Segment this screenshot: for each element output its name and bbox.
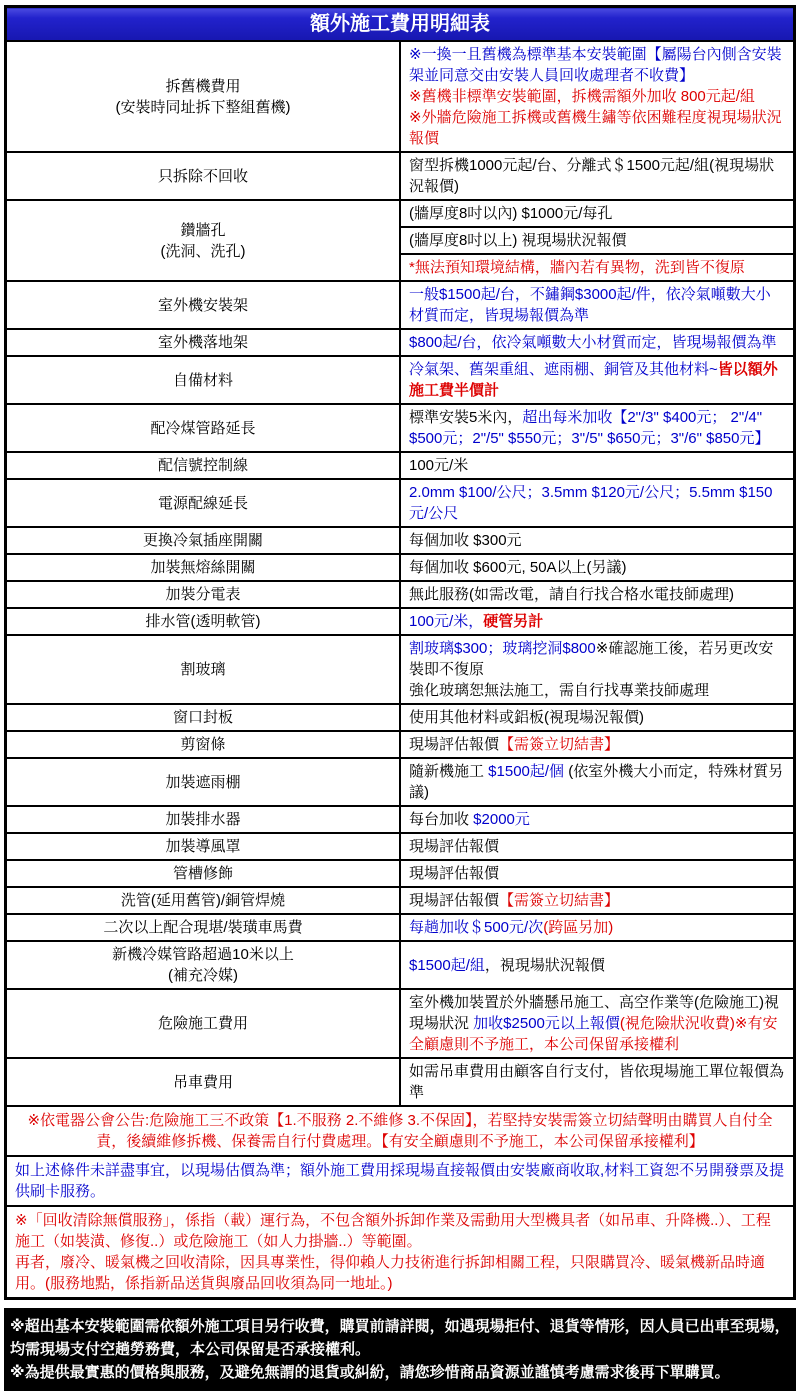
fee-item-label — [6, 452, 401, 479]
label-line: 加裝遮雨棚 — [165, 773, 241, 791]
text-segment: 窗型拆機1000元起/台、分離式＄1500元起/組(視現場狀況報價) — [409, 157, 775, 195]
text-segment: 隨新機施工 — [409, 763, 489, 780]
footer-warning — [4, 1308, 796, 1391]
text-segment: 100元/米 — [409, 457, 469, 474]
text-segment: (牆厚度8吋以內) $1000元/每孔 — [409, 205, 613, 222]
fee-item-label — [6, 635, 401, 704]
note-text — [6, 1156, 795, 1206]
content-line — [409, 680, 785, 701]
text-segment: $800起/台，依冷氣噸數大小材質而定，皆現場報價為準 — [409, 334, 777, 351]
fee-item-label — [6, 941, 401, 989]
text-segment: 皆以額外施工費半價計 — [409, 361, 778, 399]
text-segment: ※一換一且舊機為標準基本安裝範圍【屬陽台內側含安裝架並同意交由安裝人員回收處理者不收費】 — [409, 46, 782, 84]
table-row — [6, 833, 795, 860]
text-segment: 加收$2500元以上報價 — [473, 1015, 620, 1032]
content-line — [409, 482, 785, 524]
content-sub-cell — [401, 555, 793, 580]
label-line: 只拆除不回收 — [157, 167, 248, 185]
text-segment: 【需簽立切結書】 — [499, 892, 620, 909]
table-row — [6, 989, 795, 1058]
fee-item-label — [6, 914, 401, 941]
table-row — [6, 152, 795, 200]
table-row — [6, 200, 795, 281]
text-segment: 每個加收 $600元, 50A以上(另議) — [409, 559, 627, 576]
fee-item-label — [6, 989, 401, 1058]
content-sub-cell — [401, 226, 793, 253]
text-segment: 室外機加裝置於外牆懸吊施工、高空作業等(危險施工)視現場狀況 — [409, 994, 779, 1032]
fee-item-label — [6, 806, 401, 833]
label-line: 剪窗條 — [180, 736, 226, 753]
label-line: 二次以上配合現堪/裝璜車馬費 — [103, 919, 303, 936]
content-sub-cell — [401, 357, 793, 403]
fee-item-label — [6, 479, 401, 527]
label-line: 割玻璃 — [180, 661, 226, 678]
content-sub-cell — [401, 861, 793, 886]
content-line — [409, 203, 785, 224]
footer-line: ※為提供最實惠的價格與服務，及避免無謂的退貨或糾紛，請您珍惜商品資源並謹慎考慮需求後再下單購買。 — [10, 1364, 730, 1381]
text-segment: 冷氣架、舊架重組、遮雨棚、銅管及其他材料~ — [409, 361, 718, 378]
fee-item-content — [400, 581, 795, 608]
content-sub-cell — [401, 201, 793, 226]
table-row — [6, 806, 795, 833]
fee-item-content — [400, 941, 795, 989]
text-segment: 【需簽立切結書】 — [499, 736, 620, 753]
fee-item-label — [6, 704, 401, 731]
fee-item-content — [400, 329, 795, 356]
text-segment: $1500起/個 — [488, 763, 565, 780]
text-segment: $2000元 — [473, 811, 530, 828]
table-title-row — [6, 7, 795, 42]
fee-item-label — [6, 758, 401, 806]
content-line — [409, 107, 785, 149]
fee-item-content — [400, 356, 795, 404]
fee-item-content — [400, 860, 795, 887]
fee-table-body — [6, 41, 795, 1299]
note-text — [6, 1206, 795, 1299]
table-row — [6, 914, 795, 941]
content-sub-cell — [401, 705, 793, 730]
fee-item-label — [6, 329, 401, 356]
fee-item-label — [6, 281, 401, 329]
fee-item-content — [400, 914, 795, 941]
text-segment: 如需吊車費用由顧客自行支付，皆依現場施工單位報價為準 — [409, 1063, 785, 1101]
text-segment: 使用其他材料或鋁板(視現場況報價) — [409, 709, 644, 726]
content-sub-cell — [401, 609, 793, 634]
fee-item-content — [400, 731, 795, 758]
fee-item-label — [6, 731, 401, 758]
content-line — [409, 809, 785, 830]
content-line — [409, 917, 785, 938]
label-line: 加裝分電表 — [165, 586, 241, 603]
content-line — [409, 1061, 785, 1103]
text-segment: $1500起/組 — [409, 956, 485, 974]
label-line: 加裝排水器 — [165, 811, 241, 828]
text-segment: 割玻璃$300；玻璃挖洞$800 — [409, 640, 596, 657]
label-line: 更換冷氣插座開關 — [142, 532, 263, 549]
content-line — [409, 455, 785, 476]
fee-item-content — [400, 887, 795, 914]
text-segment: 每趟加收＄500元/次 — [409, 919, 544, 936]
content-line — [409, 86, 785, 107]
content-sub-cell — [401, 807, 793, 832]
content-sub-cell — [401, 834, 793, 859]
content-line — [409, 284, 785, 326]
text-segment: 現場評估報價 — [409, 892, 500, 909]
content-line — [409, 707, 785, 728]
text-segment: 無此服務(如需改電，請自行找合格水電技師處理) — [409, 586, 734, 603]
note-line: 再者，廢冷、暖氣機之回收清除，因具專業性，得仰賴人力技術進行拆卸相關工程，只限購買冷、暖氣機新品時適用。(服務地點，係指新品送貨與廢品回收須為同一地址。) — [15, 1254, 766, 1292]
table-row — [6, 404, 795, 452]
content-sub-cell — [401, 528, 793, 553]
content-line — [409, 407, 785, 449]
fee-item-label — [6, 887, 401, 914]
content-sub-cell — [401, 330, 793, 355]
fee-item-label — [6, 833, 401, 860]
fee-item-content — [400, 833, 795, 860]
fee-item-content — [400, 704, 795, 731]
table-row — [6, 1058, 795, 1106]
content-line — [409, 230, 785, 251]
fee-item-content — [400, 806, 795, 833]
content-sub-cell — [401, 915, 793, 940]
content-line — [409, 44, 785, 86]
page-title: 額外施工費用明細表 — [6, 7, 795, 42]
label-line: 新機冷媒管路超過10米以上 — [112, 946, 294, 963]
table-row — [6, 635, 795, 704]
table-row — [6, 581, 795, 608]
content-line — [409, 257, 785, 278]
fee-item-content — [400, 989, 795, 1058]
content-sub-cell — [401, 582, 793, 607]
content-sub-cell — [401, 759, 793, 805]
content-line — [409, 359, 785, 401]
table-row — [6, 41, 795, 152]
table-row — [6, 554, 795, 581]
label-line: 吊車費用 — [172, 1073, 233, 1091]
fee-item-label — [6, 200, 401, 281]
table-row — [6, 527, 795, 554]
text-segment: 強化玻璃恕無法施工，需自行找專業技師處理 — [409, 682, 710, 699]
text-segment: 現場評估報價 — [409, 838, 500, 855]
text-segment: 每個加收 $300元 — [409, 532, 522, 549]
table-row — [6, 281, 795, 329]
content-sub-cell — [401, 405, 793, 451]
label-line: (洗洞、洗孔) — [160, 242, 246, 260]
note-line: ※依電器公會公告:危險施工三不政策【1.不服務 2.不維修 3.不保固】，若堅持安裝需簽立切結聲明由購買人自付全責，後續維修拆機、保養需自行付費處理。【有安全顧慮則不予施工，本公司保留承接權利】 — [27, 1112, 773, 1150]
label-line: 加裝無熔絲開關 — [150, 559, 256, 576]
content-sub-cell — [401, 1059, 793, 1105]
text-segment: 硬管另計 — [483, 613, 544, 630]
label-line: 鑽牆孔 — [180, 221, 226, 239]
label-line: 電源配線延長 — [157, 494, 248, 512]
text-segment: 每台加收 — [409, 811, 474, 828]
fee-item-label — [6, 581, 401, 608]
note-line: ※「回收清除無償服務」，係指（載）運行為，不包含額外拆卸作業及需動用大型機具者（如吊車、升降機..）、工程施工（如裝潢、修復..）或危險施工（如人力掛牆..）等範圍。 — [15, 1212, 771, 1250]
content-sub-cell — [401, 888, 793, 913]
table-row — [6, 479, 795, 527]
text-segment: 現場評估報價 — [409, 865, 500, 882]
text-segment: *無法預知環境結構，牆內若有異物，洗到皆不復原 — [409, 259, 745, 276]
note-text — [6, 1106, 795, 1156]
content-sub-cell — [401, 42, 793, 151]
content-line — [409, 584, 785, 605]
content-line — [409, 890, 785, 911]
content-line — [409, 836, 785, 857]
text-segment: (牆厚度8吋以上) 視現場狀況報價 — [409, 232, 627, 249]
content-sub-cell — [401, 636, 793, 703]
label-line: (安裝時同址拆下整組舊機) — [115, 98, 291, 116]
text-segment: ，視現場狀況報價 — [484, 956, 605, 974]
fee-item-label — [6, 1058, 401, 1106]
content-sub-cell — [401, 480, 793, 526]
table-row — [6, 941, 795, 989]
note-row — [6, 1156, 795, 1206]
fee-item-content — [400, 452, 795, 479]
content-line — [409, 557, 785, 578]
fee-item-label — [6, 608, 401, 635]
table-row — [6, 887, 795, 914]
content-line — [409, 530, 785, 551]
content-sub-cell — [401, 990, 793, 1057]
fee-item-content — [400, 152, 795, 200]
text-segment: 一般$1500起/台，不鏽鋼$3000起/件，依冷氣噸數大小材質而定，皆現場報價為準 — [409, 286, 771, 324]
fee-item-label — [6, 41, 401, 152]
label-line: 室外機落地架 — [157, 334, 248, 351]
text-segment: (依室外機大小而定，特殊材質另議) — [409, 763, 784, 801]
content-sub-cell — [401, 953, 793, 978]
fee-item-content — [400, 1058, 795, 1106]
content-line — [409, 761, 785, 803]
label-line: 配冷煤管路延長 — [150, 419, 256, 437]
content-line — [409, 332, 785, 353]
footer-line: ※超出基本安裝範圍需依額外施工項目另行收費，購買前請詳閱，如遇現場拒付、退貨等情形，因人員已出車至現場，均需現場支付空趟勞務費，本公司保留是否承接權利。 — [10, 1318, 790, 1358]
fee-item-content — [400, 758, 795, 806]
content-line — [409, 734, 785, 755]
note-row — [6, 1206, 795, 1299]
fee-table — [4, 5, 796, 1300]
label-line: 自備材料 — [172, 371, 233, 389]
label-line: 危險施工費用 — [157, 1015, 248, 1032]
table-row — [6, 608, 795, 635]
content-sub-cell — [401, 453, 793, 478]
fee-item-content — [400, 41, 795, 152]
table-row — [6, 356, 795, 404]
fee-item-content — [400, 281, 795, 329]
text-segment: ※確認施工後，若另更改安裝即不復原 — [409, 640, 774, 678]
content-line — [409, 955, 785, 976]
content-sub-cell — [401, 253, 793, 280]
table-row — [6, 452, 795, 479]
label-line: 加裝導風罩 — [165, 838, 241, 855]
text-segment: 標準安裝5米內， — [409, 409, 523, 426]
fee-item-content — [400, 479, 795, 527]
table-row — [6, 329, 795, 356]
content-line — [409, 611, 785, 632]
label-line: 拆舊機費用 — [165, 77, 241, 95]
label-line: (補充冷媒) — [168, 967, 238, 984]
fee-item-content — [400, 404, 795, 452]
content-sub-cell — [401, 282, 793, 328]
label-line: 管槽修飾 — [172, 865, 233, 882]
label-line: 排水管(透明軟管) — [145, 613, 261, 630]
fee-item-content — [400, 608, 795, 635]
table-row — [6, 860, 795, 887]
fee-item-label — [6, 152, 401, 200]
text-segment: (視危險狀況收費)※有安全顧慮則不予施工，本公司保留承接權利 — [409, 1015, 778, 1053]
text-segment: ※外牆危險施工拆機或舊機生鏽等依困難程度視現場狀況報價 — [409, 109, 782, 147]
note-line: 如上述條件未詳盡事宜，以現場估價為準；額外施工費用採現場直接報價由安裝廠商收取,材料工資恕不另開發票及提供刷卡服務。 — [15, 1162, 785, 1200]
fee-item-label — [6, 527, 401, 554]
text-segment: 現場評估報價 — [409, 736, 500, 753]
table-row — [6, 731, 795, 758]
fee-item-content — [400, 635, 795, 704]
fee-item-content — [400, 200, 795, 281]
text-segment: 2.0mm $100/公尺；3.5mm $120元/公尺；5.5mm $150元/公尺 — [409, 484, 773, 522]
content-sub-cell — [401, 732, 793, 757]
table-row — [6, 758, 795, 806]
fee-item-content — [400, 527, 795, 554]
content-line — [409, 863, 785, 884]
label-line: 窗口封板 — [172, 709, 233, 726]
fee-item-label — [6, 554, 401, 581]
label-line: 室外機安裝架 — [157, 296, 248, 314]
content-line — [409, 155, 785, 197]
fee-item-label — [6, 356, 401, 404]
fee-item-content — [400, 554, 795, 581]
text-segment: ※舊機非標準安裝範圍，拆機需額外加收 800元起/組 — [409, 88, 755, 105]
text-segment: 100元/米， — [409, 613, 484, 630]
table-row — [6, 704, 795, 731]
content-line — [409, 992, 785, 1055]
note-row — [6, 1106, 795, 1156]
text-segment: 超出每米加收【2"/3" $400元； 2"/4" $500元；2"/5" $550元；3"/5" $650元；3"/6" $850元】 — [409, 409, 770, 447]
label-line: 配信號控制線 — [157, 457, 248, 474]
fee-item-label — [6, 860, 401, 887]
fee-item-label — [6, 404, 401, 452]
label-line: 洗管(延用舊管)/銅管焊燒 — [120, 892, 286, 909]
content-sub-cell — [401, 153, 793, 199]
content-line — [409, 638, 785, 680]
text-segment: (跨區另加) — [543, 919, 614, 936]
